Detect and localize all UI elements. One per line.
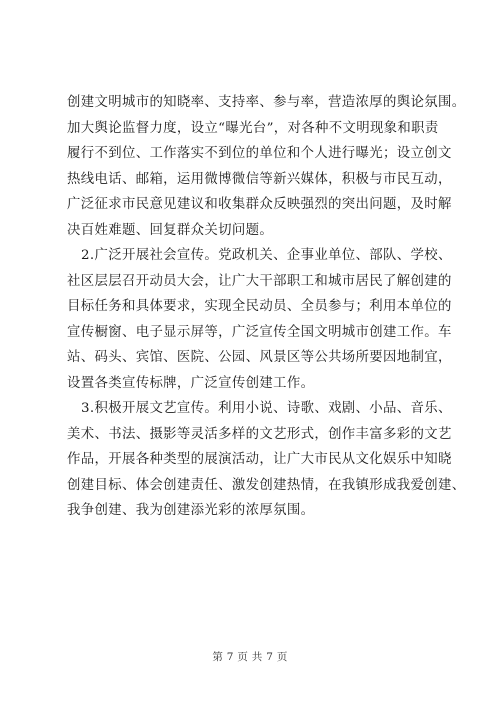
text-line: 创建文明城市的知晓率、支持率、参与率，营造浓厚的舆论氛围。 [67,95,466,110]
text-line: 宣传橱窗、电子显示屏等，广泛宣传全国文明城市创建工作。车 [67,324,452,340]
text-line: 加大舆论监督力度，设立“曝光台”，对各种不文明现象和职责 [67,120,439,136]
text-line: 目标任务和具体要求，实现全民动员、全员参与；利用本单位的 [67,299,452,314]
text-line: 履行不到位、工作落实不到位的单位和个人进行曝光；设立创文 [67,146,452,161]
paragraph-3-first-line: 3.积极开展文艺宣传。利用小说、诗歌、戏剧、小品、音乐、 [81,401,452,416]
text-line: 站、码头、宾馆、医院、公园、风景区等公共场所要因地制宜， [67,350,452,365]
text-line: 美术、书法、摄影等灵活多样的文艺形式，创作丰富多彩的文艺 [67,426,452,442]
text-line: 决百姓难题、回复群众关切问题。 [67,222,274,238]
page-number-footer: 第 7 页 共 7 页 [212,651,288,663]
text-line: 创建目标、体会创建责任、激发创建热情，在我镇形成我爱创建、 [67,477,466,493]
body-text [67,90,466,524]
text-line: 热线电话、邮箱，运用微博微信等新兴媒体，积极与市民互动， [67,171,452,187]
text-line: 社区层层召开动员大会，让广大干部职工和城市居民了解创建的 [67,273,452,289]
text-line: 设置各类宣传标牌，广泛宣传创建工作。 [67,375,315,391]
text-line: 我争创建、我为创建添光彩的浓厚氛围。 [67,503,315,518]
text-line: 广泛征求市民意见建议和收集群众反映强烈的突出问题，及时解 [67,197,452,212]
paragraph-2-first-line: 2.广泛开展社会宣传。党政机关、企事业单位、部队、学校、 [81,248,452,263]
text-line: 作品，开展各种类型的展演活动，让广大市民从文化娱乐中知晓 [67,452,452,467]
